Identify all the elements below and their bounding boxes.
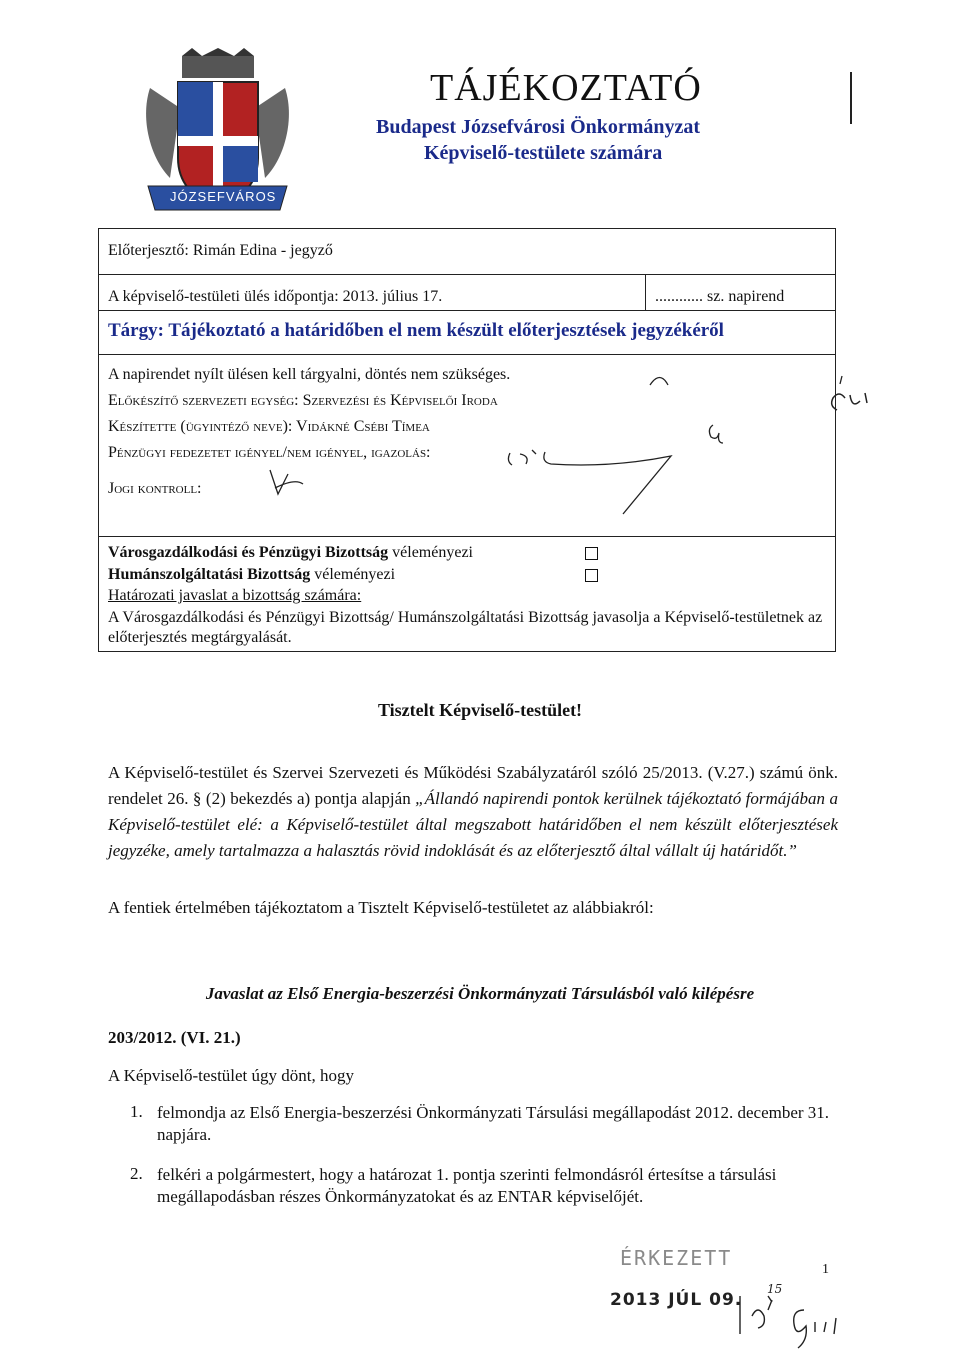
legal-basis-quote: „Állandó napirendi pontok kerülnek tájékoztató formájában a Képviselő-testület elé: a Képviselő-testület által megszabott határidőben el nem készült előterjesztések jegyzéke, amely tartalmazza a halasztás rövid indoklását és az előterjesztő által vállalt új határidőt.” xyxy=(108,789,838,860)
agenda-number: ............ sz. napirend xyxy=(655,288,785,305)
list-item-number: 2. xyxy=(130,1164,143,1183)
preparing-unit: Előkészítő szervezeti egység: Szervezési és Képviselői Iroda xyxy=(108,392,498,409)
document-subtitle-line1: Budapest Józsefvárosi Önkormányzat xyxy=(376,116,701,138)
decision-intro: A Képviselő-testület úgy dönt, hogy xyxy=(108,1066,355,1085)
resolution-proposal-text: A Városgazdálkodási és Pénzügyi Bizottság/ Humánszolgáltatási Bizottság javasolja a Képviselő-testületnek az előterjesztés megtárgyalását. xyxy=(108,609,823,646)
crest-banner-text: JÓZSEFVÁROS xyxy=(170,189,277,204)
legal-basis-plain: A Képviselő-testület és Szervei Szervezeti és Működési Szabályzatáról szóló 25/2013. (V.27.) számú önk. rendelet 26. § (2) bekezdés a) pontja alapján xyxy=(108,763,838,808)
meeting-date: A képviselő-testületi ülés időpontja: 2013. július 17. xyxy=(108,288,443,305)
committee-human-services-suffix: véleményezi xyxy=(310,566,396,583)
committee-human-services-checkbox[interactable] xyxy=(585,569,598,582)
resolution-proposal-heading: Határozati javaslat a bizottság számára: xyxy=(108,587,362,604)
resolution-reference: 203/2012. (VI. 21.) xyxy=(108,1028,241,1047)
prepared-by: Készítette (ügyintéző neve): Vidákné Csébi Tímea xyxy=(108,418,430,435)
page-number: 1 xyxy=(822,1262,829,1277)
information-intro: A fentiek értelmében tájékoztatom a Tisztelt Képviselő-testületet az alábbiakról: xyxy=(108,898,654,917)
open-session-note: A napirendet nyílt ülésen kell tárgyalni, döntés nem szükséges. xyxy=(108,366,511,383)
received-stamp-title: ÉRKEZETT xyxy=(620,1246,733,1270)
legal-control: Jogi kontroll: xyxy=(108,480,202,497)
list-item-text: felkéri a polgármestert, hogy a határozat 1. pontja szerinti felmondásról értesítse a társulási megállapodásban részes Önkormányzatokat és az ENTAR képviselőjét. xyxy=(157,1165,777,1206)
presenter: Előterjesztő: Rimán Edina - jegyző xyxy=(108,242,333,259)
handwritten-superscript: 15 xyxy=(767,1282,783,1296)
received-stamp-date: 2013 JÚL 09. xyxy=(610,1290,743,1310)
committee-finance-suffix: véleményezi xyxy=(388,544,473,561)
financial-coverage: Pénzügyi fedezetet igényel/nem igényel, igazolás: xyxy=(108,444,431,461)
list-item-number: 1. xyxy=(130,1102,143,1121)
committee-finance-name: Városgazdálkodási és Pénzügyi Bizottság xyxy=(108,544,389,561)
subject-text: Tájékoztató a határidőben el nem készült előterjesztések jegyzékéről xyxy=(168,320,724,341)
legal-basis-paragraph xyxy=(108,760,838,864)
committee-finance xyxy=(108,544,473,562)
list-item-text: felmondja az Első Energia-beszerzési Önkormányzati Társulási megállapodást 2012. december 31. napjára. xyxy=(157,1103,830,1144)
document-subtitle-line2: Képviselő-testülete számára xyxy=(424,142,663,164)
committee-human-services-name: Humánszolgáltatási Bizottság xyxy=(108,566,311,583)
subject-label: Tárgy: xyxy=(108,320,164,341)
document-title: TÁJÉKOZTATÓ xyxy=(430,67,702,109)
committee-finance-checkbox[interactable] xyxy=(585,547,598,560)
committee-human-services xyxy=(108,566,395,584)
proposal-title: Javaslat az Első Energia-beszerzési Önkormányzati Társulásból való kilépésre xyxy=(205,984,755,1003)
salutation: Tisztelt Képviselő-testület! xyxy=(377,700,583,720)
